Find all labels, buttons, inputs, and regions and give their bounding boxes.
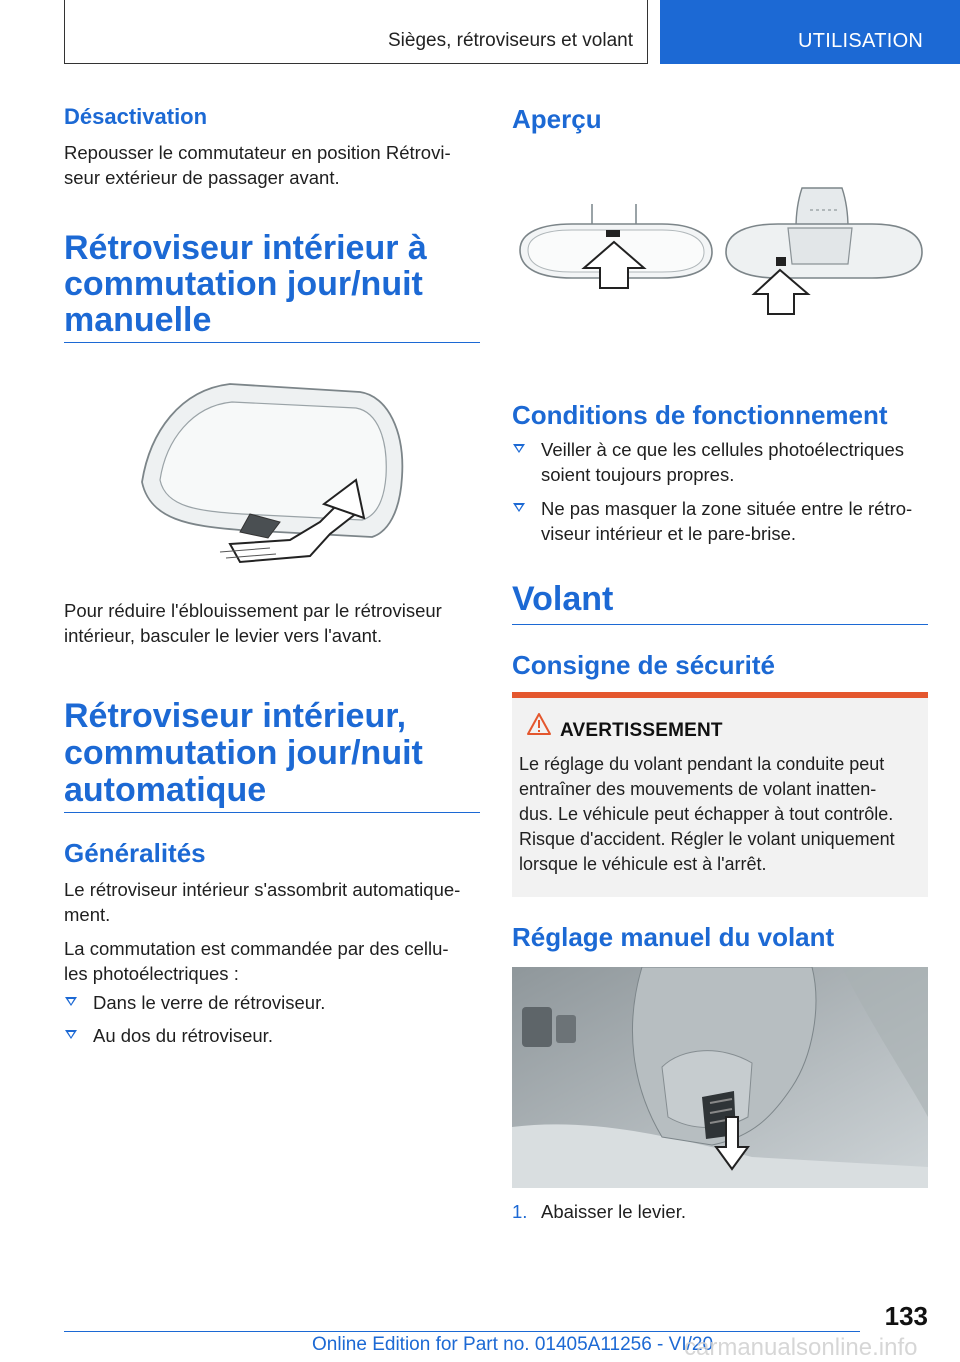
bullet-item: Au dos du rétroviseur. — [93, 1025, 273, 1046]
section-rule — [64, 342, 480, 343]
condition-item — [541, 437, 904, 487]
title-line: commutation jour/nuit — [64, 734, 423, 772]
deactivation-line: seur extérieur de passager avant. — [64, 167, 340, 188]
overview-title: Aperçu — [512, 104, 602, 134]
overview-illustration — [512, 180, 928, 320]
text-line: soient toujours propres. — [541, 464, 735, 485]
text-line: La commutation est commandée par des cellu- — [64, 938, 449, 959]
manual-adjust-title: Réglage manuel du volant — [512, 922, 835, 952]
general-title: Généralités — [64, 838, 206, 868]
header-tab[interactable] — [660, 0, 960, 64]
warning-line: entraîner des mouvements de volant inatten- — [519, 779, 877, 799]
warning-line: dus. Le véhicule peut échapper à tout contrôle. — [519, 804, 894, 824]
warning-line: Le réglage du volant pendant la conduite peut — [519, 754, 885, 774]
safety-title: Consigne de sécurité — [512, 650, 775, 680]
general-text-1 — [64, 877, 460, 927]
title-line: Rétroviseur intérieur, — [64, 697, 407, 735]
warning-line: lorsque le véhicule est à l'arrêt. — [519, 854, 767, 874]
warning-bar — [512, 692, 928, 698]
manual-mirror-text — [64, 598, 442, 648]
title-line: automatique — [64, 771, 267, 809]
text-line: ment. — [64, 904, 111, 925]
bullet-triangle-icon — [513, 503, 525, 512]
footer-edition[interactable]: Online Edition for Part no. 01405A11256 - VI/20 — [312, 1334, 714, 1355]
deactivation-title: Désactivation — [64, 104, 208, 129]
deactivation-line: Repousser le commutateur en position Rétrovi- — [64, 142, 451, 163]
bullet-triangle-icon — [513, 444, 525, 453]
warning-text — [519, 752, 895, 877]
condition-item — [541, 496, 912, 546]
warning-label: AVERTISSEMENT — [560, 720, 723, 741]
text-line: Le rétroviseur intérieur s'assombrit automatique- — [64, 879, 461, 900]
text-line: Veiller à ce que les cellules photoélectriques — [541, 439, 905, 460]
title-line: Rétroviseur intérieur à — [64, 229, 427, 267]
title-line: commutation jour/nuit — [64, 265, 423, 303]
section-rule — [64, 812, 480, 813]
title-line: manuelle — [64, 301, 212, 339]
manual-mirror-illustration — [120, 372, 420, 572]
steering-wheel-title: Volant — [512, 580, 614, 618]
text-line: viseur intérieur et le pare-brise. — [541, 523, 796, 544]
section-rule — [512, 624, 928, 625]
footer-watermark: carmanualsonline.info — [684, 1334, 918, 1361]
deactivation-text — [64, 140, 451, 190]
auto-mirror-title — [64, 698, 423, 809]
bullet-triangle-icon — [65, 997, 77, 1006]
warning-box — [512, 692, 928, 897]
step-number: 1. — [512, 1201, 528, 1222]
step-text: Abaisser le levier. — [541, 1201, 686, 1222]
general-text-2 — [64, 936, 449, 986]
warning-triangle-icon — [526, 712, 552, 736]
footer-rule — [64, 1331, 860, 1332]
header-section-title: Sièges, rétroviseurs et volant — [387, 30, 633, 51]
warning-line: Risque d'accident. Régler le volant uniquement — [519, 829, 895, 849]
header-section-box — [64, 0, 648, 64]
page-number: 133 — [884, 1301, 928, 1331]
text-line: Pour réduire l'éblouissement par le rétroviseur — [64, 600, 442, 621]
steering-column-photo — [512, 967, 928, 1188]
manual-mirror-title — [64, 230, 427, 338]
header-tab-label: UTILISATION — [798, 30, 924, 52]
conditions-title: Conditions de fonctionnement — [512, 400, 888, 430]
text-line: intérieur, basculer le levier vers l'avant. — [64, 625, 383, 646]
bullet-item: Dans le verre de rétroviseur. — [93, 992, 326, 1013]
bullet-triangle-icon — [65, 1030, 77, 1039]
text-line: Ne pas masquer la zone située entre le rétro- — [541, 498, 913, 519]
text-line: les photoélectriques : — [64, 963, 239, 984]
